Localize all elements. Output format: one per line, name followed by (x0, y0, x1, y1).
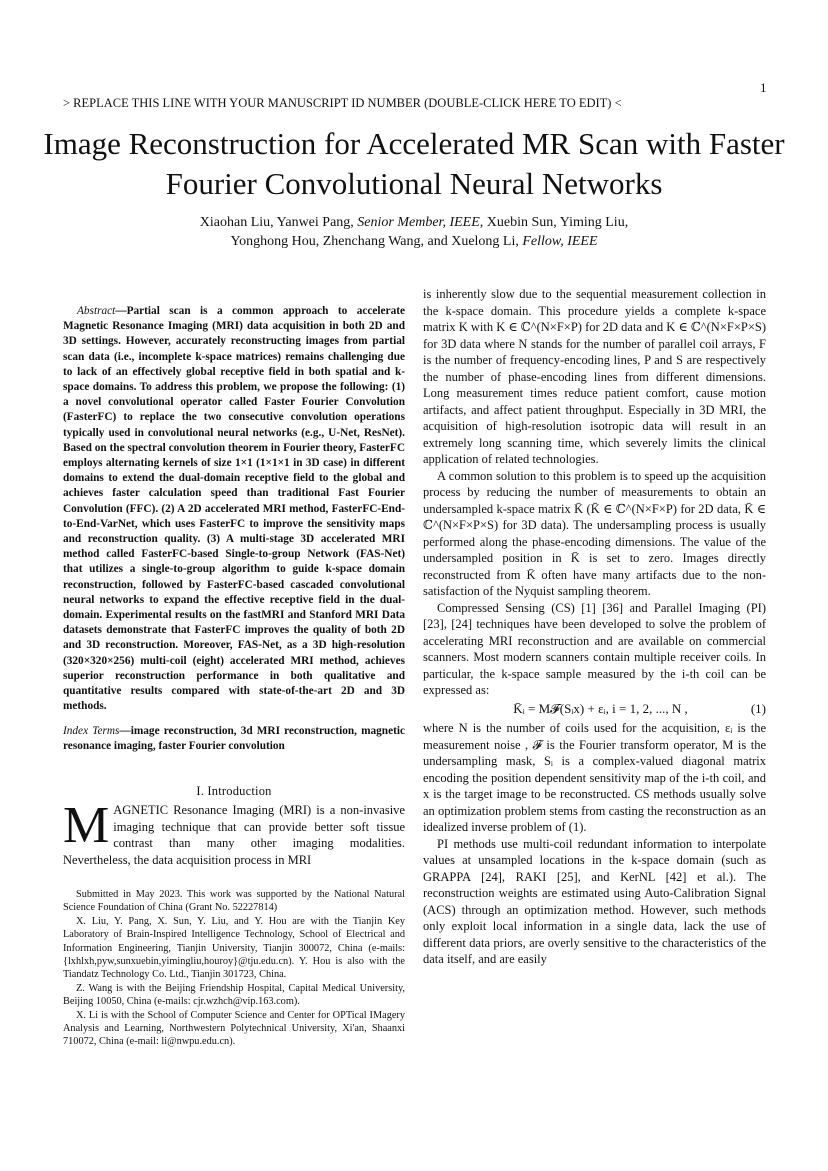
paragraph-pi-methods: PI methods use multi-coil redundant information to interpolate values at unsampled locations in the k-space domain (such as GRAPPA [24], RAKI [25], and KerNL [42] et al.). The reconstruction weights are estimated using Auto-Calibration Signal (ACS) through an optimization method. However, such methods only exploit local information in a single data, lack the use of different data priors, are overly sensitive to the characteristics of the data itself, and are easily (423, 836, 766, 966)
introduction-text: AGNETIC Resonance Imaging (MRI) is a non-invasive imaging technique that can provide better soft tissue contrast than many other imaging modalities. Nevertheless, the data acquisition process in MRI (63, 803, 405, 867)
footnote-submission: Submitted in May 2023. This work was supported by the National Natural Science Foundation of China (Grant No. 52227814) (63, 889, 405, 914)
index-terms (63, 724, 405, 754)
footnote-affiliation-hospital: Z. Wang is with the Beijing Friendship Hospital, Capital Medical University, Beijing 10050, China (e-mails: cjr.wzhch@vip.163.com). (63, 982, 405, 1008)
manuscript-id-header: > REPLACE THIS LINE WITH YOUR MANUSCRIPT ID NUMBER (DOUBLE-CLICK HERE TO EDIT) < (63, 96, 622, 110)
footnote-affiliation-nwpu: X. Li is with the School of Computer Science and Center for OPTical IMagery Analysis and Learning, Northwestern Polytechnical University, Xi'an, Shaanxi 710072, China (e-mail: li@nwpu.edu.cn). (63, 1009, 405, 1048)
author-line-1-role: Senior Member, IEEE (357, 215, 480, 230)
paragraph-undersampling: A common solution to this problem is to speed up the acquisition process by reducing the number of measurements to obtain an undersampled k-space matrix K̄ (K̄ ∈ ℂ^(N×F×P) for 2D data, K̄ ∈ ℂ^(N×F×P×S) for 3D data). The undersampling process is usually performed along the phase-encoding dimensions. The value of the undersampled position in K̄ is set to zero. Images directly reconstructed from K̄ often have many artifacts due to the non-satisfaction of the Nyquist sampling theorem. (423, 468, 766, 598)
index-terms-label: Index Terms (63, 725, 120, 737)
author-line-1-rest: , Xuebin Sun, Yiming Liu, (479, 215, 629, 230)
abstract (63, 304, 405, 714)
author-line-1-names: Xiaohan Liu, Yanwei Pang, (199, 215, 358, 230)
section-heading-introduction: I. Introduction (196, 784, 272, 798)
equation-body: K̄ᵢ = M𝓕(Sᵢx) + εᵢ, i = 1, 2, ..., N , (513, 700, 688, 716)
footnotes (63, 888, 405, 1049)
index-terms-text: —image reconstruction, 3d MRI reconstruction, magnetic resonance imaging, faster Fourier convolution (63, 725, 406, 753)
footnote-affiliation-tju: X. Liu, Y. Pang, X. Sun, Y. Liu, and Y. Hou are with the Tianjin Key Laboratory of Brain-Inspired Intelligence Technology, School of Electrical and Information Engineering, Tianjin University, Tianjin 300072, China (e-mails: {lxhlxh,pyw,sunxuebin,yimingliu,houroy}@tju.edu.cn). Y. Hou is also with the Tiandatz Technology Co. Ltd., Tianjin 301723, China. (63, 915, 405, 981)
equation-1 (423, 701, 766, 718)
paragraph-slow-acquisition: is inherently slow due to the sequential measurement collection in the k-space domain. This procedure yields a complete k-space matrix K with K ∈ ℂ^(N×F×P) for 2D data and K ∈ ℂ^(N×F×P×S) for 3D data where N stands for the number of parallel coil arrays, F is the number of frequency-encoding lines, P and S are respectively the number of phase-encoding lines from different dimensions. Long measurement times reduce patient comfort, cause motion artifacts, and affect patient throughput. Especially in 3D MRI, the acquisition of high-resolution isotropic data will result in an extremely long scanning time, which severely limits the clinical application of related technologies. (423, 287, 766, 466)
author-list (40, 213, 788, 251)
page-number: 1 (760, 80, 767, 95)
paragraph-equation-terms: where N is the number of coils used for the acquisition, εᵢ is the measurement noise , 𝓕 is the Fourier transform operator, M is the undersampling mask, Sᵢ is a complex-valued diagonal matrix encoding the position dependent sensitivity map of the i-th coil, and x is the target image to be reconstructed. CS methods usually solve an optimization problem stems from casting the reconstruction as an idealized inverse problem of (1). (423, 721, 766, 834)
right-column (423, 286, 766, 968)
abstract-text: —Partial scan is a common approach to accelerate Magnetic Resonance Imaging (MRI) data acquisition in both 2D and 3D settings. However, accurately reconstructing images from partial scan data (i.e., incomplete k-space matrices) remains challenging due to lack of an effectively global receptive field in both spatial and k-space domains. To address this problem, we propose the following: (1) a novel convolutional operator called Faster Fourier Convolution (FasterFC) to replace the two consecutive convolution operations typically used in convolutional neural networks (e.g., U-Net, ResNet). Based on the spectral convolution theorem in Fourier theory, FasterFC employs alternating kernels of size 1×1 (1×1×1 in 3D case) in different domains to extend the dual-domain receptive field to the global and achieves faster calculation speed than traditional Fast Fourier Convolution (FFC). (2) A 2D accelerated MRI method, FasterFC-End-to-End-VarNet, which uses FasterFC to improve the sensitivity maps and reconstruction quality. (3) A multi-stage 3D accelerated MRI method called FasterFC-based Single-to-group Network (FAS-Net) that utilizes a single-to-group algorithm to guide k-space domain reconstruction, followed by FasterFC-based cascaded convolutional neural networks to expand the effective receptive field in the dual-domain. Experimental results on the fastMRI and Stanford MRI Data datasets demonstrate that FasterFC improves the quality of both 2D and 3D reconstruction. Moreover, FAS-Net, as a 3D high-resolution (320×320×256) multi-coil (eight) accelerated MRI method, achieves superior reconstruction performance in both qualitative and quantitative results compared with state-of-the-art 2D and 3D methods. (63, 305, 405, 713)
paragraph-cs-pi: Compressed Sensing (CS) [1] [36] and Parallel Imaging (PI) [23], [24] techniques have been developed to solve the problem of accelerating MRI reconstruction and are available on commercial scanners. Most modern scanners contain multiple receiver coils. In particular, the k-space sample measured by the i-th coil can be expressed as: (423, 600, 766, 697)
paper-title: Image Reconstruction for Accelerated MR Scan with Faster Fourier Convolutional Neural Networks (43, 126, 785, 201)
author-line-2-role: Fellow, IEEE (522, 234, 598, 249)
abstract-label: Abstract (77, 305, 116, 317)
drop-cap: M (63, 797, 110, 854)
introduction-opening (63, 797, 405, 868)
equation-number: (1) (750, 700, 766, 716)
author-line-2-names: Yonghong Hou, Zhenchang Wang, and Xuelong Li, (230, 234, 523, 249)
